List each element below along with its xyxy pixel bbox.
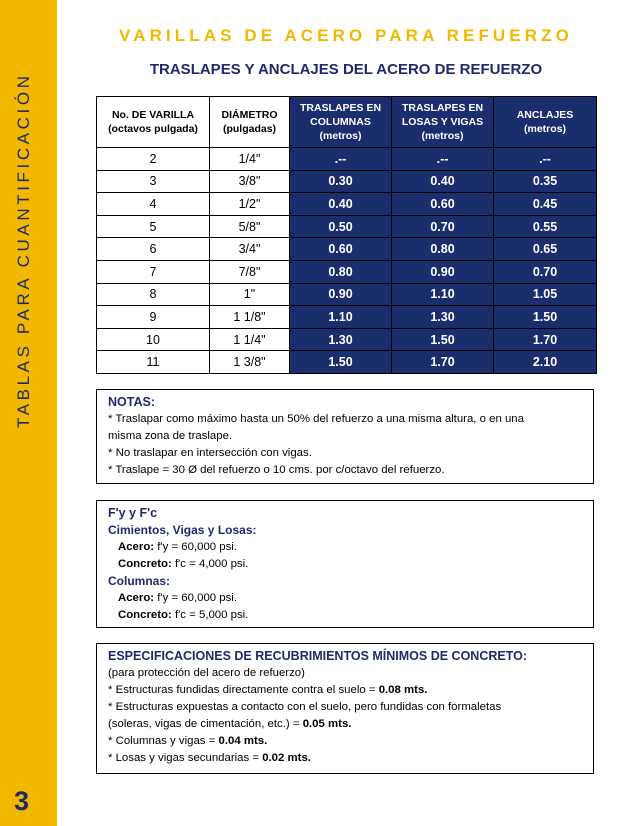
cell-diameter: 1" <box>210 283 290 306</box>
cover-line-slabs: * Losas y vigas secundarias = 0.02 mts. <box>108 752 311 764</box>
cell-column-splice: 0.90 <box>290 283 392 306</box>
col-header-anchorage: ANCLAJES (metros) <box>494 97 597 148</box>
page-number: 3 <box>14 786 30 816</box>
cell-anchorage: 1.70 <box>494 328 597 351</box>
cell-diameter: 3/4" <box>210 238 290 261</box>
note-line: * Traslapar como máximo hasta un 50% del refuerzo a una misma altura, o en una <box>108 413 524 425</box>
cell-slab-beam-splice: 1.70 <box>392 351 494 374</box>
rebar-table <box>96 96 597 374</box>
table-header-row <box>97 97 597 148</box>
table-body <box>97 148 597 374</box>
cell-anchorage: 0.70 <box>494 260 597 283</box>
cell-slab-beam-splice: 0.80 <box>392 238 494 261</box>
cell-anchorage: 0.55 <box>494 215 597 238</box>
table-row <box>97 328 597 351</box>
cover-intro: (para protección del acero de refuerzo) <box>108 667 305 679</box>
cell-diameter: 1 1/4" <box>210 328 290 351</box>
cell-slab-beam-splice: 1.50 <box>392 328 494 351</box>
cell-slab-beam-splice: 0.60 <box>392 193 494 216</box>
cell-bar-number: 11 <box>97 351 210 374</box>
col-header-column-splices: TRASLAPES EN COLUMNAS (metros) <box>290 97 392 148</box>
cell-column-splice: .-- <box>290 148 392 171</box>
cell-slab-beam-splice: 0.40 <box>392 170 494 193</box>
table-row <box>97 306 597 329</box>
cover-line-ground: * Estructuras fundidas directamente contra el suelo = 0.08 mts. <box>108 684 428 696</box>
cell-column-splice: 0.40 <box>290 193 392 216</box>
table-row <box>97 238 597 261</box>
table-row <box>97 148 597 171</box>
cell-anchorage: 2.10 <box>494 351 597 374</box>
group-title-foundations: Cimientos, Vigas y Losas: <box>108 523 257 537</box>
concrete-cover-box <box>96 643 594 774</box>
col-header-diameter: DIÁMETRO (pulgadas) <box>210 97 290 148</box>
notes-title: NOTAS: <box>108 395 155 409</box>
note-line: misma zona de traslape. <box>108 430 233 442</box>
cell-slab-beam-splice: 0.90 <box>392 260 494 283</box>
cover-line-exposed-cont: (soleras, vigas de cimentación, etc.) = 0.05 mts. <box>108 718 352 730</box>
cell-anchorage: .-- <box>494 148 597 171</box>
cell-bar-number: 3 <box>97 170 210 193</box>
cell-bar-number: 8 <box>97 283 210 306</box>
cell-slab-beam-splice: .-- <box>392 148 494 171</box>
cell-bar-number: 7 <box>97 260 210 283</box>
cell-slab-beam-splice: 1.10 <box>392 283 494 306</box>
spec-line-concrete-foundations: Concreto: f'c = 4,000 psi. <box>118 558 249 570</box>
cell-diameter: 1 3/8" <box>210 351 290 374</box>
cell-anchorage: 1.50 <box>494 306 597 329</box>
table-row <box>97 170 597 193</box>
cover-line-exposed: * Estructuras expuestas a contacto con el suelo, pero fundidas con formaletas <box>108 701 502 713</box>
cell-column-splice: 0.30 <box>290 170 392 193</box>
cell-anchorage: 0.35 <box>494 170 597 193</box>
cell-column-splice: 0.80 <box>290 260 392 283</box>
page-title: VARILLAS DE ACERO PARA REFUERZO <box>119 26 573 45</box>
table-row <box>97 215 597 238</box>
cell-bar-number: 2 <box>97 148 210 171</box>
cell-column-splice: 0.50 <box>290 215 392 238</box>
spec-line-steel-foundations: Acero: f'y = 60,000 psi. <box>118 541 238 553</box>
cell-bar-number: 9 <box>97 306 210 329</box>
spec-line-concrete-columns: Concreto: f'c = 5,000 psi. <box>118 609 249 621</box>
cell-diameter: 1/2" <box>210 193 290 216</box>
cell-column-splice: 1.30 <box>290 328 392 351</box>
group-title-columns: Columnas: <box>108 574 171 588</box>
table-row <box>97 351 597 374</box>
col-header-slab-beam-splices: TRASLAPES EN LOSAS Y VIGAS (metros) <box>392 97 494 148</box>
cell-bar-number: 10 <box>97 328 210 351</box>
cell-column-splice: 1.50 <box>290 351 392 374</box>
table-row <box>97 193 597 216</box>
cell-anchorage: 0.65 <box>494 238 597 261</box>
table-row <box>97 260 597 283</box>
cell-diameter: 1 1/8" <box>210 306 290 329</box>
cell-column-splice: 1.10 <box>290 306 392 329</box>
cell-diameter: 5/8" <box>210 215 290 238</box>
cell-bar-number: 4 <box>97 193 210 216</box>
cell-diameter: 7/8" <box>210 260 290 283</box>
note-line: * No traslapar en intersección con vigas. <box>108 447 312 459</box>
specs-title: F'y y F'c <box>108 506 158 520</box>
cell-diameter: 3/8" <box>210 170 290 193</box>
cell-bar-number: 5 <box>97 215 210 238</box>
cell-anchorage: 0.45 <box>494 193 597 216</box>
cell-slab-beam-splice: 1.30 <box>392 306 494 329</box>
page-subtitle: TRASLAPES Y ANCLAJES DEL ACERO DE REFUERZO <box>149 61 543 78</box>
note-line: * Traslape = 30 Ø del refuerzo o 10 cms. por c/octavo del refuerzo. <box>108 464 445 476</box>
cell-diameter: 1/4" <box>210 148 290 171</box>
spec-line-steel-columns: Acero: f'y = 60,000 psi. <box>118 592 238 604</box>
sidebar-label: TABLAS PARA CUANTIFICACIÓN <box>14 72 33 428</box>
cover-title: ESPECIFICACIONES DE RECUBRIMIENTOS MÍNIMOS DE CONCRETO: <box>108 649 528 663</box>
col-header-bar-number: No. DE VARILLA (octavos pulgada) <box>97 97 210 148</box>
notes-box <box>96 389 594 484</box>
fy-fc-box <box>96 500 594 628</box>
sidebar-band <box>0 0 57 826</box>
cell-anchorage: 1.05 <box>494 283 597 306</box>
table-row <box>97 283 597 306</box>
cell-column-splice: 0.60 <box>290 238 392 261</box>
cell-bar-number: 6 <box>97 238 210 261</box>
cover-line-columns: * Columnas y vigas = 0.04 mts. <box>108 735 268 747</box>
cell-slab-beam-splice: 0.70 <box>392 215 494 238</box>
